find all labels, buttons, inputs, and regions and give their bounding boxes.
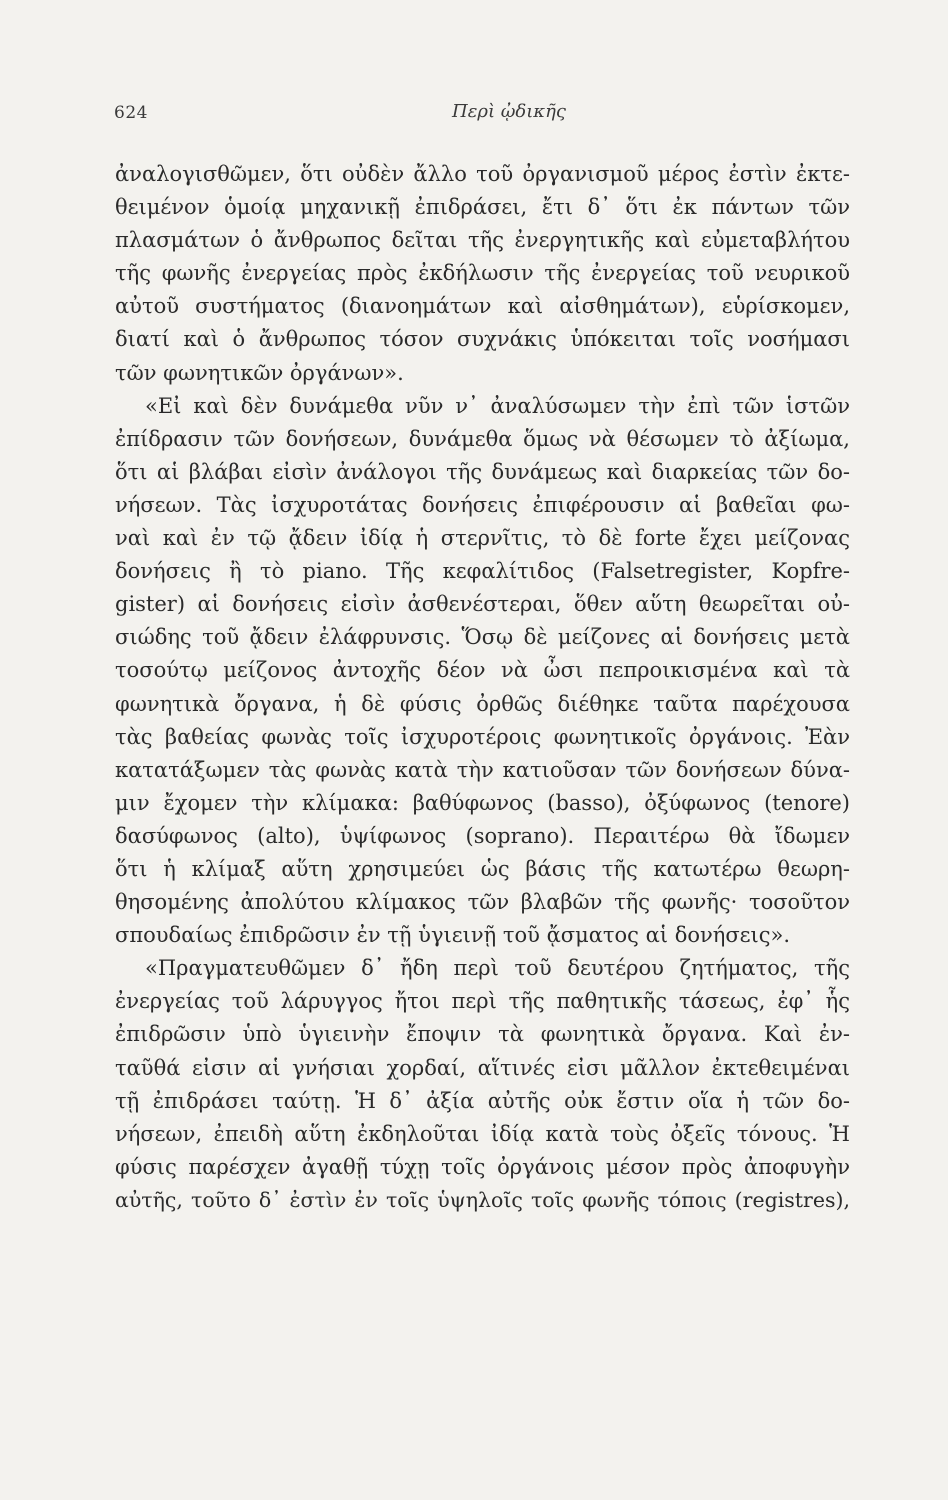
text-line: gister) αἱ δονήσεις εἰσὶν ἀσθενέστεραι, ὅθεν αὕτη θεωρεῖται οὐ- bbox=[115, 592, 850, 617]
text-line: μιν ἔχομεν τὴν κλίμακα: βαθύφωνος (basso), ὀξύφωνος (tenore) bbox=[115, 790, 850, 815]
text-line: νήσεων, ἐπειδὴ αὕτη ἐκδηλοῦται ἰδίᾳ κατὰ τοὺς ὀξεῖς τόνους. Ἡ bbox=[115, 1121, 850, 1146]
text-line: τῆς φωνῆς ἐνεργείας πρὸς ἐκδήλωσιν τῆς ἐνεργείας τοῦ νευρικοῦ bbox=[115, 261, 850, 286]
text-line: φωνητικὰ ὄργανα, ἡ δὲ φύσις ὀρθῶς διέθηκε ταῦτα παρέχουσα bbox=[115, 691, 850, 716]
running-title: Περὶ ᾠδικῆς bbox=[452, 101, 566, 122]
text-line: ὅτι ἡ κλίμαξ αὕτη χρησιμεύει ὡς βάσις τῆς κατωτέρω θεωρη- bbox=[115, 856, 850, 881]
text-line: ταῦθά εἰσιν αἱ γνήσιαι χορδαί, αἵτινές εἰσι μᾶλλον ἐκτεθειμέναι bbox=[115, 1055, 850, 1080]
text-line: θειμένον ὁμοίᾳ μηχανικῇ ἐπιδράσει, ἔτι δ᾽ ὅτι ἐκ πάντων τῶν bbox=[115, 195, 850, 220]
text-line: δασύφωνος (alto), ὑψίφωνος (soprano). Περαιτέρω θὰ ἴδωμεν bbox=[115, 823, 850, 848]
paragraph-start-line: «Εἰ καὶ δὲν δυνάμεθα νῦν ν᾽ ἀναλύσωμεν τὴν ἐπὶ τῶν ἱστῶν bbox=[145, 393, 850, 418]
page-number: 624 bbox=[114, 103, 148, 123]
text-line: ναὶ καὶ ἐν τῷ ᾄδειν ἰδίᾳ ἡ στερνῖτις, τὸ δὲ forte ἔχει μείζονας bbox=[115, 526, 850, 551]
text-line: κατατάξωμεν τὰς φωνὰς κατὰ τὴν κατιοῦσαν τῶν δονήσεων δύνα- bbox=[115, 757, 850, 782]
body-text bbox=[115, 158, 850, 1217]
text-line: σπουδαίως ἐπιδρῶσιν ἐν τῇ ὑγιεινῇ τοῦ ᾄσματος αἱ δονήσεις». bbox=[115, 923, 791, 948]
text-line: διατί καὶ ὁ ἄνθρωπος τόσον συχνάκις ὑπόκειται τοῖς νοσήμασι bbox=[115, 327, 850, 352]
text-line: τὰς βαθείας φωνὰς τοῖς ἰσχυροτέροις φωνητικοῖς ὀργάνοις. Ἐὰν bbox=[115, 724, 850, 749]
paragraph-start-line: «Πραγματευθῶμεν δ᾽ ἤδη περὶ τοῦ δευτέρου ζητήματος, τῆς bbox=[145, 956, 850, 981]
text-line: δονήσεις ἢ τὸ piano. Τῆς κεφαλίτιδος (Falsetregister, Kopfre- bbox=[115, 559, 850, 584]
text-line: ἐπιδρῶσιν ὑπὸ ὑγιεινὴν ἔποψιν τὰ φωνητικὰ ὄργανα. Καὶ ἐν- bbox=[115, 1022, 850, 1047]
text-line: ἀναλογισθῶμεν, ὅτι οὐδὲν ἄλλο τοῦ ὀργανισμοῦ μέρος ἐστὶν ἐκτε- bbox=[115, 162, 850, 186]
text-line: ἐπίδρασιν τῶν δονήσεων, δυνάμεθα ὅμως νὰ θέσωμεν τὸ ἀξίωμα, bbox=[115, 426, 850, 451]
text-line: αὐτοῦ συστήματος (διανοημάτων καὶ αἰσθημάτων), εὑρίσκομεν, bbox=[115, 294, 850, 319]
text-line: θησομένης ἀπολύτου κλίμακος τῶν βλαβῶν τῆς φωνῆς· τοσοῦτον bbox=[115, 890, 850, 915]
text-line: νήσεων. Τὰς ἰσχυροτάτας δονήσεις ἐπιφέρουσιν αἱ βαθεῖαι φω- bbox=[115, 492, 850, 517]
text-line: τῶν φωνητικῶν ὀργάνων». bbox=[115, 360, 404, 385]
text-line: πλασμάτων ὁ ἄνθρωπος δεῖται τῆς ἐνεργητικῆς καὶ εὐμεταβλήτου bbox=[115, 228, 850, 253]
text-line: αὐτῆς, τοῦτο δ᾽ ἐστὶν ἐν τοῖς ὑψηλοῖς τοῖς φωνῆς τόποις (registres), bbox=[115, 1187, 850, 1212]
text-line: ἐνεργείας τοῦ λάρυγγος ἤτοι περὶ τῆς παθητικῆς τάσεως, ἐφ᾽ ἧς bbox=[115, 989, 850, 1014]
text-line: φύσις παρέσχεν ἀγαθῇ τύχῃ τοῖς ὀργάνοις μέσον πρὸς ἀποφυγὴν bbox=[115, 1154, 850, 1179]
text-line: σιώδης τοῦ ᾄδειν ἐλάφρυνσις. Ὅσῳ δὲ μείζονες αἱ δονήσεις μετὰ bbox=[115, 625, 850, 650]
text-line: τοσούτῳ μείζονος ἀντοχῆς δέον νὰ ὦσι πεπροικισμένα καὶ τὰ bbox=[115, 658, 850, 683]
text-line: ὅτι αἱ βλάβαι εἰσὶν ἀνάλογοι τῆς δυνάμεως καὶ διαρκείας τῶν δο- bbox=[115, 459, 850, 484]
text-line: τῇ ἐπιδράσει ταύτῃ. Ἡ δ᾽ ἀξία αὐτῆς οὐκ ἔστιν οἵα ἡ τῶν δο- bbox=[115, 1088, 850, 1113]
